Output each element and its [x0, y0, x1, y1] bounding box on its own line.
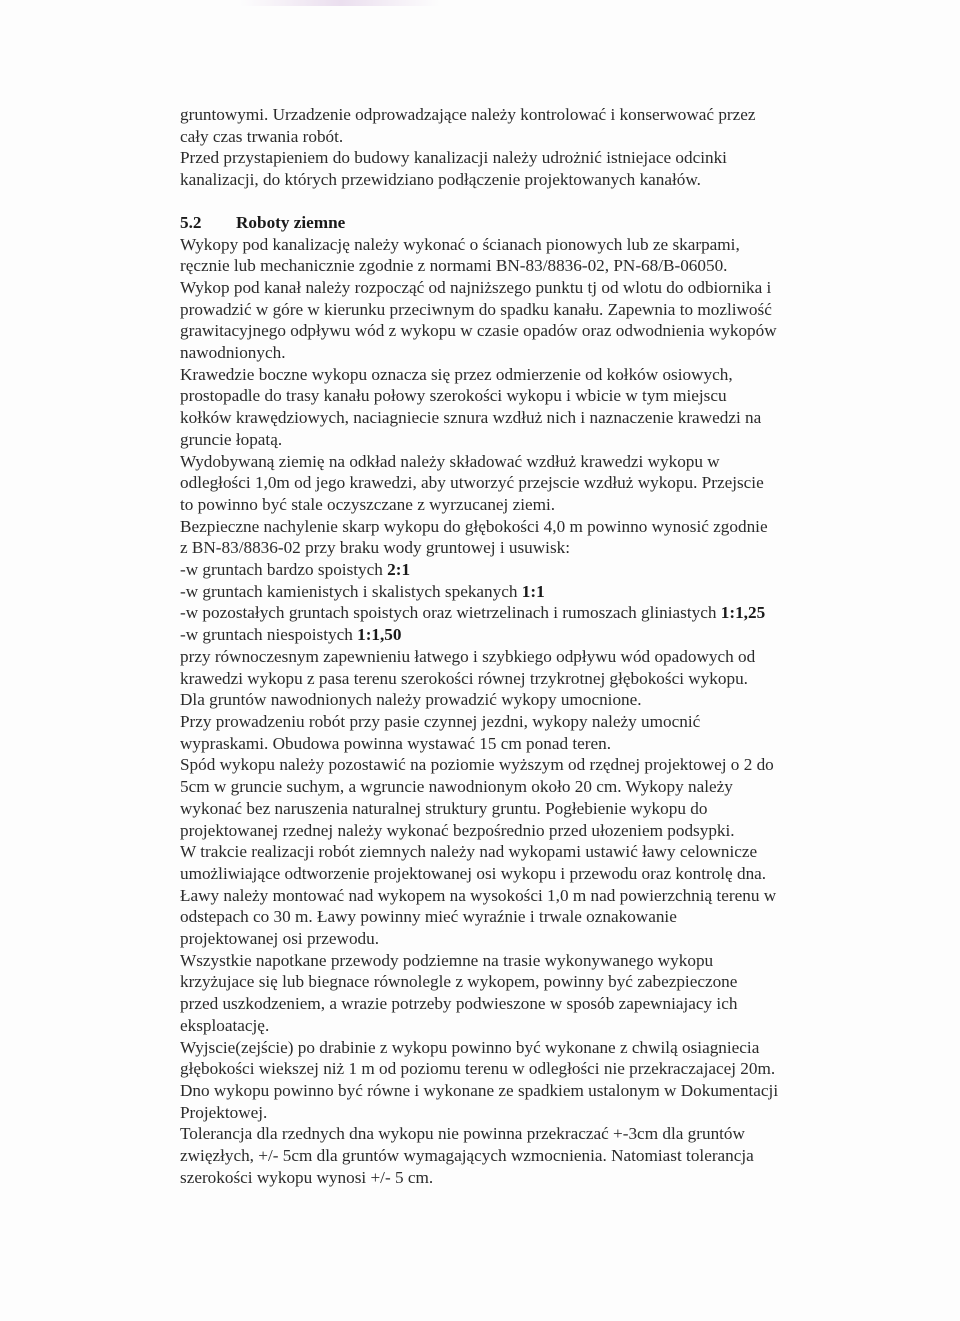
slope-item — [180, 602, 860, 624]
text-line: Przed przystapieniem do budowy kanalizacji należy udrożnić istniejace odcinki — [180, 148, 727, 168]
text-line: Wykop pod kanał należy rozpocząć od najniższego punktu tj od wlotu do odbiornika i — [180, 277, 772, 297]
section-text-a — [180, 234, 860, 560]
text-line: odległości 1,0m od jego krawedzi, aby utworzyć przejscie wzdłuż wykopu. Przejscie — [180, 473, 764, 493]
text-line: przy równoczesnym zapewnieniu łatwego i szybkiego odpływu wód opadowych od — [180, 646, 756, 666]
text-line: projektowanej osi przewodu. — [180, 929, 380, 949]
text-line: krzyżujace się lub biegnace równolegle z wykopem, powinny być zabezpieczone — [180, 972, 738, 992]
text-line: odstepach co 30 m. Ławy powinny mieć wyraźnie i trwale oznakowanie — [180, 907, 677, 927]
section-title: Roboty ziemne — [236, 212, 346, 232]
text-line: krawedzi wykopu z pasa terenu szerokości równej trzykrotnej głębokości wykopu. — [180, 668, 748, 688]
text-line: Wyjscie(zejście) po drabinie z wykopu powinno być wykonane z chwilą osiagniecia — [180, 1037, 760, 1057]
slope-text: -w pozostałych gruntach spoistych oraz wietrzelinach i rumoszach gliniastych — [180, 603, 721, 623]
text-line: Spód wykopu należy pozostawić na poziomie wyższym od rzędnej projektowej o 2 do — [180, 755, 774, 775]
paragraph-gap — [180, 191, 860, 212]
section-number: 5.2 — [180, 212, 202, 232]
text-line: gruncie łopatą. — [180, 429, 283, 449]
intro-paragraph — [180, 104, 860, 191]
slope-item — [180, 559, 860, 581]
slope-text: -w gruntach niespoistych — [180, 625, 358, 645]
slope-ratio: 1:1,50 — [357, 625, 402, 645]
text-line: Krawedzie boczne wykopu oznacza się przez odmierzenie od kołków osiowych, — [180, 364, 733, 384]
document-body — [180, 104, 860, 1188]
text-line: 5cm w gruncie suchym, a wgruncie nawodnionym około 20 cm. Wykopy należy — [180, 777, 733, 797]
text-line: Przy prowadzeniu robót przy pasie czynnej jezdni, wykopy należy umocnić — [180, 711, 701, 731]
text-line: eksploatację. — [180, 1015, 270, 1035]
text-line: umożliwiające odtworzenie projektowanej osi wykopu i przewodu oraz kontrolę dna. — [180, 863, 767, 883]
text-line: głębokości wiekszej niż 1 m od poziomu terenu w odległości nie przekraczajacej 20m. — [180, 1059, 776, 1079]
slope-item — [180, 581, 860, 603]
text-line: Wydobywaną ziemię na odkład należy składować wzdłuż krawedzi wykopu w — [180, 451, 720, 471]
text-line: Dla gruntów nawodnionych należy prowadzić wykopy umocnione. — [180, 690, 642, 710]
text-line: zwięzłych, +/- 5cm dla gruntów wymagających wzmocnienia. Natomiast tolerancja — [180, 1146, 754, 1166]
text-line: Dno wykopu powinno być równe i wykonane ze spadkiem ustalonym w Dokumentacji — [180, 1080, 779, 1100]
slope-text: -w gruntach bardzo spoistych — [180, 560, 388, 580]
text-line: wykonać bez naruszenia naturalnej struktury gruntu. Pogłebienie wykopu do — [180, 798, 708, 818]
section-heading — [180, 212, 860, 234]
text-line: to powinno być stale oczyszczane z wyrzucanej ziemi. — [180, 494, 556, 514]
text-line: ręcznie lub mechanicznie zgodnie z normami BN-83/8836-02, PN-68/B-06050. — [180, 256, 728, 276]
text-line: Wykopy pod kanalizację należy wykonać o ścianach pionowych lub ze skarpami, — [180, 234, 740, 254]
slope-list — [180, 559, 860, 646]
slope-ratio: 1:1,25 — [720, 603, 766, 623]
slope-text: -w gruntach kamienistych i skalistych spekanych — [180, 581, 522, 601]
text-line: Ławy należy montować nad wykopem na wysokości 1,0 m nad powierzchnią terenu w — [180, 885, 777, 905]
text-line: wypraskami. Obudowa powinna wystawać 15 cm ponad teren. — [180, 733, 612, 753]
slope-ratio: 1:1 — [521, 581, 545, 601]
text-line: z BN-83/8836-02 przy braku wody gruntowej i usuwisk: — [180, 538, 571, 558]
text-line: cały czas trwania robót. — [180, 126, 344, 146]
text-line: Projektowej. — [180, 1102, 268, 1122]
text-line: W trakcie realizacji robót ziemnych należy nad wykopami ustawić ławy celownicze — [180, 842, 758, 862]
text-line: szerokości wykopu wynosi +/- 5 cm. — [180, 1167, 434, 1187]
slope-item — [180, 624, 860, 646]
text-line: kołków krawędziowych, naciagniecie sznura wzdłuż nich i naznaczenie krawedzi na — [180, 408, 762, 428]
text-line: gruntowymi. Urzadzenie odprowadzające należy kontrolować i konserwować przez — [180, 105, 756, 124]
text-line: projektowanej rzednej należy wykonać bezpośrednio przed ułozeniem podsypki. — [180, 820, 735, 840]
text-line: przed uszkodzeniem, a wrazie potrzeby podwieszone w sposób zapewniajacy ich — [180, 994, 738, 1014]
text-line: Tolerancja dla rzednych dna wykopu nie powinna przekraczać +-3cm dla gruntów — [180, 1124, 745, 1144]
text-line: Bezpieczne nachylenie skarp wykopu do głębokości 4,0 m powinno wynosić zgodnie — [180, 516, 768, 536]
text-line: nawodnionych. — [180, 343, 286, 363]
slope-ratio: 2:1 — [387, 560, 411, 580]
text-line: prowadzić w góre w kierunku przeciwnym do spadku kanału. Zapewnia to mozliwość — [180, 299, 772, 319]
section-text-b — [180, 646, 860, 1189]
text-line: prostopadle do trasy kanału połowy szerokości wykopu i wbicie w tym miejscu — [180, 386, 727, 406]
scan-tint — [240, 0, 440, 6]
text-line: kanalizacji, do których przewidziano podłączenie projektowanych kanałów. — [180, 170, 701, 190]
text-line: grawitacyjnego odpływu wód z wykopu w czasie opadów oraz odwodnienia wykopów — [180, 321, 777, 341]
text-line: Wszystkie napotkane przewody podziemne na trasie wykonywanego wykopu — [180, 950, 714, 970]
